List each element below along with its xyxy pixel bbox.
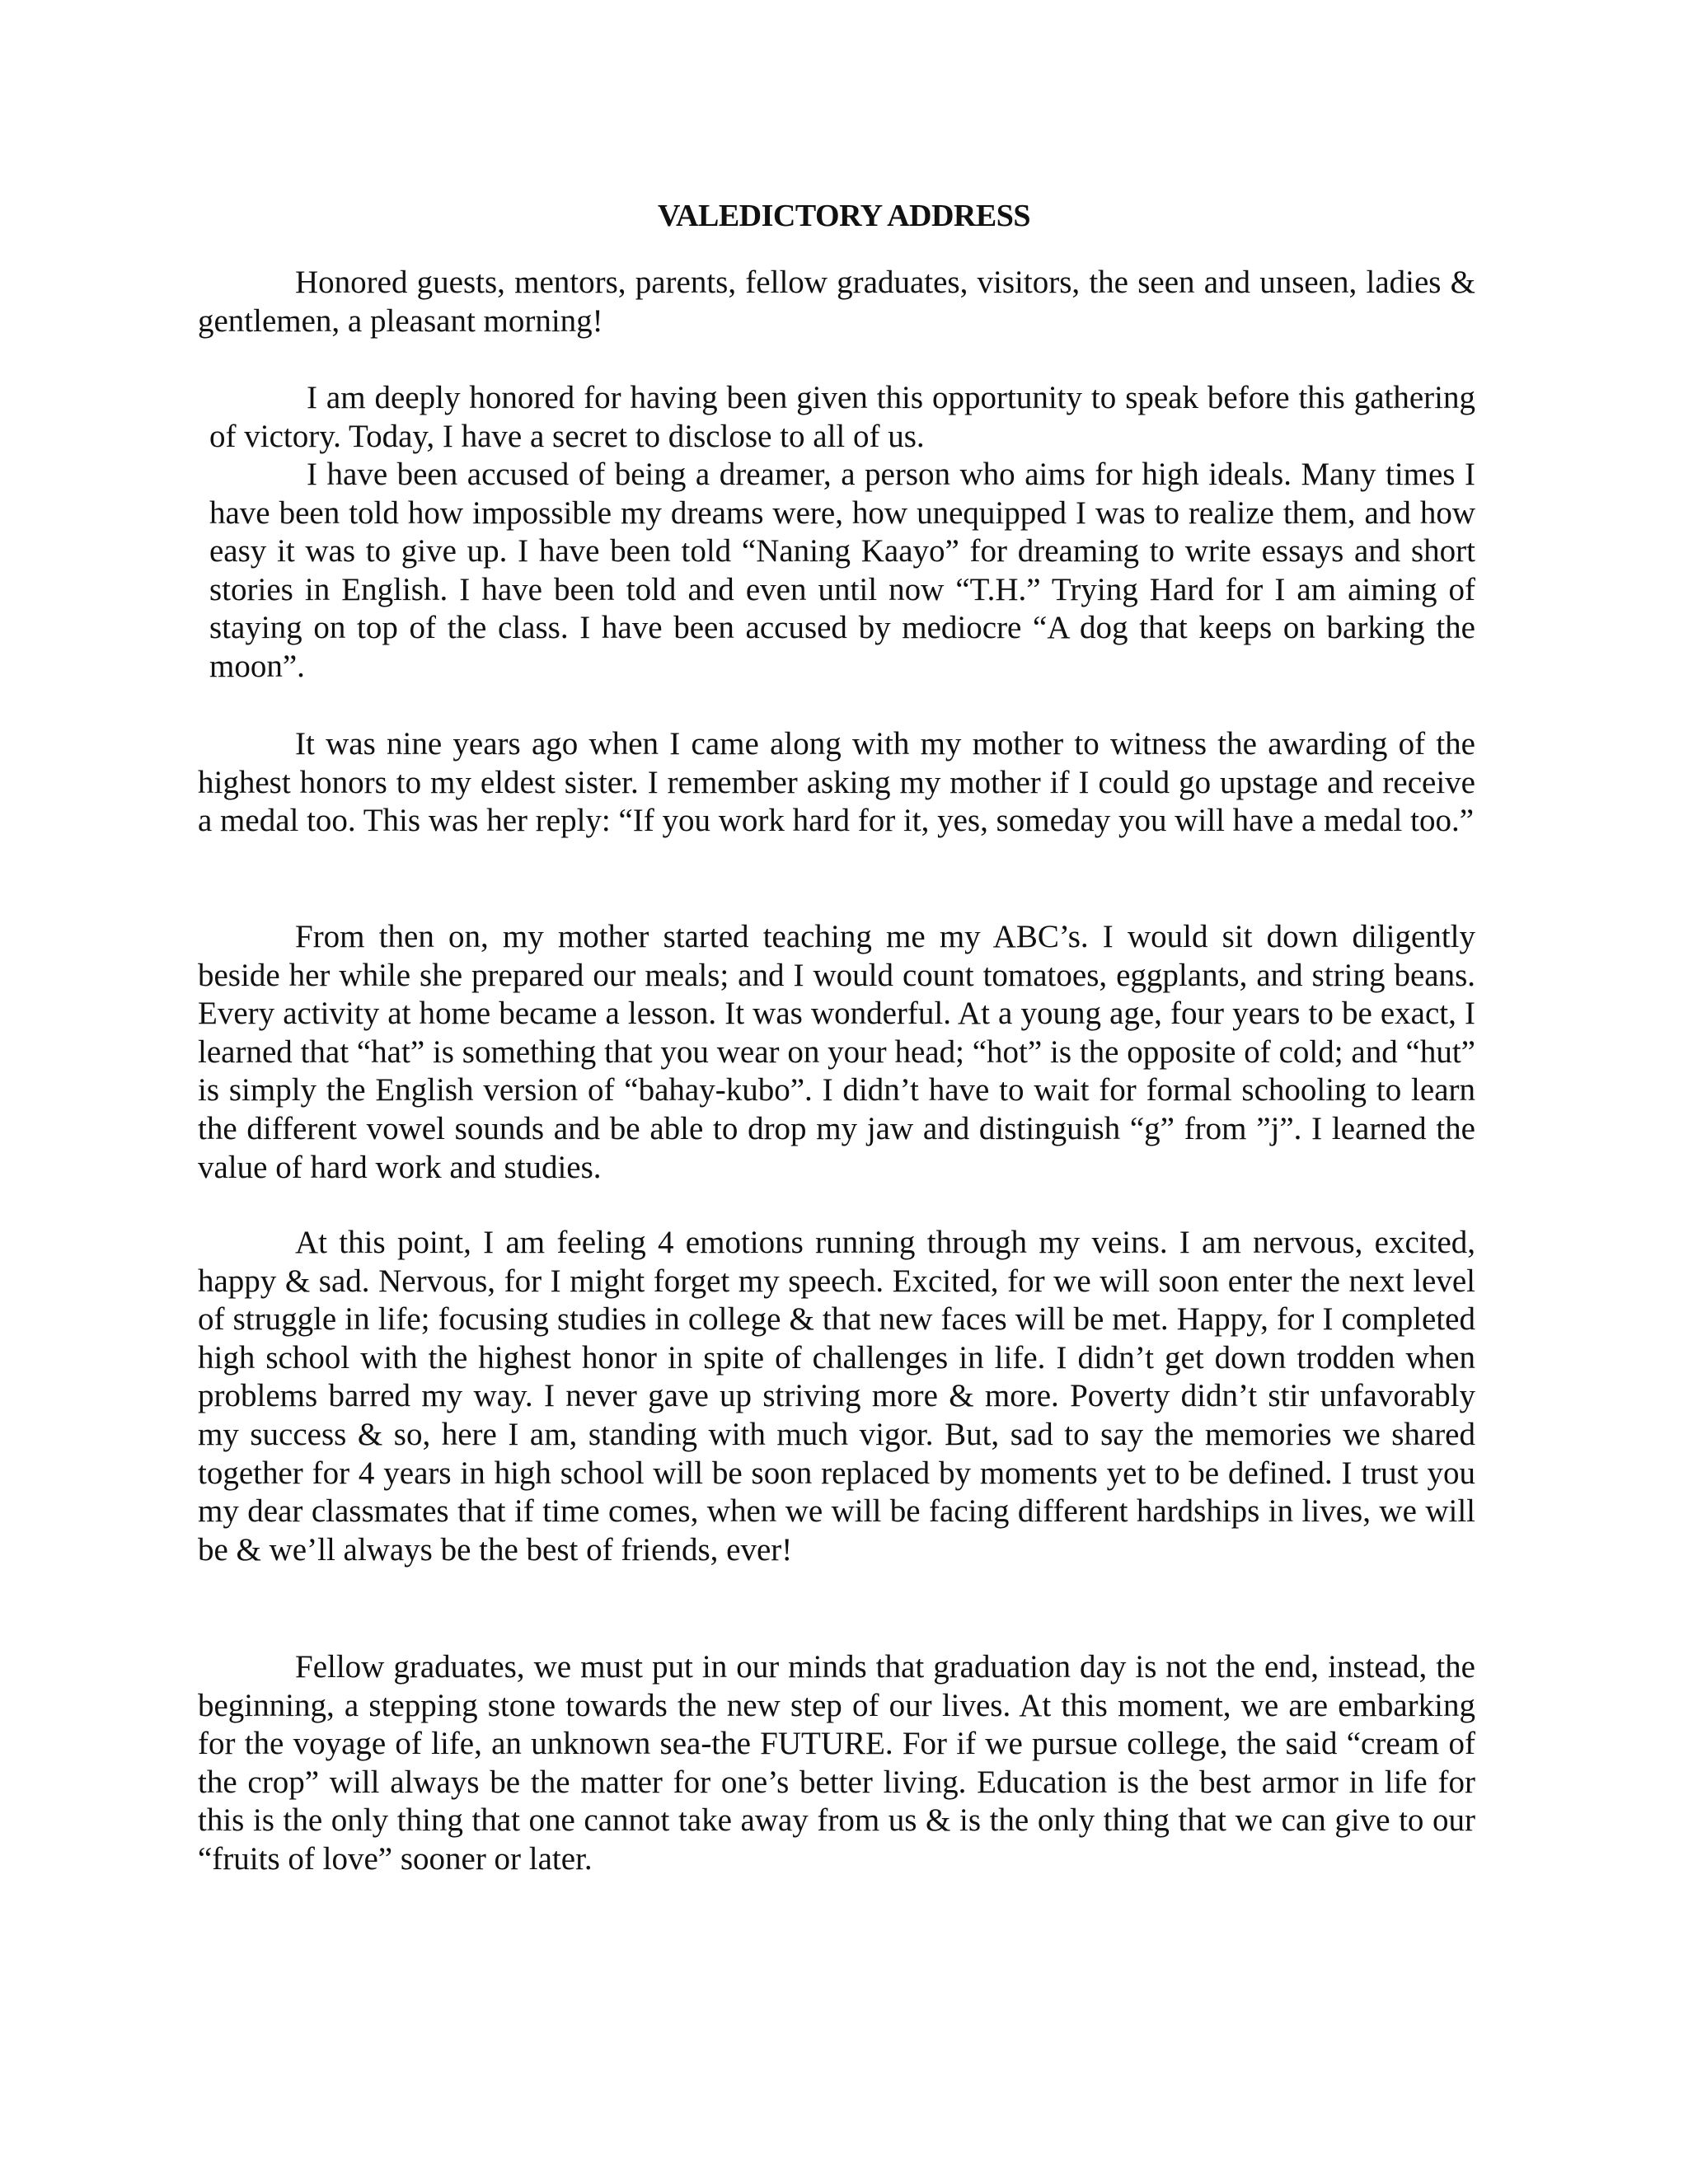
paragraph-dreamer: I have been accused of being a dreamer, a person who aims for high ideals. Many times I have been told how impossible my dreams were, how unequipped I was to realize them, and how easy it was to give up. I have been told “Naning Kaayo” for dreaming to write essays and short stories in English. I have been told and even until now “T.H.” Trying Hard for I am aiming of staying on top of the class. I have been accused by mediocre “A dog that keeps on barking the moon”. [209,457,1475,684]
paragraph-emotions: At this point, I am feeling 4 emotions running through my veins. I am nervous, excited, happy & sad. Nervous, for I might forget my speech. Excited, for we will soon enter the next level of struggle in life; focusing studies in college & that new faces will be met. Happy, for I completed high school with the highest honor in spite of challenges in life. I didn’t get down trodden when problems barred my way. I never gave up striving more & more. Poverty didn’t stir unfavorably my success & so, here I am, standing with much vigor. But, sad to say the memories we shared together for 4 years in high school will be soon replaced by moments yet to be defined. I trust you my dear classmates that if time comes, when we will be facing different hardships in lives, we will be & we’ll always be the best of friends, ever! [198,1225,1475,1568]
paragraph-abc: From then on, my mother started teaching me my ABC’s. I would sit down diligently beside her while she prepared our meals; and I would count tomatoes, eggplants, and string beans. Every activity at home became a lesson. It was wonderful. At a young age, four years to be exact, I learned that “hat” is something that you wear on your head; “hot” is the opposite of cold; and “hut” is simply the English version of “bahay-kubo”. I didn’t have to wait for formal schooling to learn the different vowel sounds and be able to drop my jaw and distinguish “g” from ”j”. I learned the value of hard work and studies. [198,919,1475,1185]
paragraph-graduation: Fellow graduates, we must put in our minds that graduation day is not the end, instead, the beginning, a stepping stone towards the new step of our lives. At this moment, we are embarking for the voyage of life, an unknown sea-the FUTURE. For if we pursue college, the said “cream of the crop” will always be the matter for one’s better living. Education is the best armor in life for this is the only thing that one cannot take away from us & is the only thing that we can give to our “fruits of love” sooner or later. [198,1649,1475,1877]
paragraph-nine-years-ago: It was nine years ago when I came along with my mother to witness the awarding of the highest honors to my eldest sister. I remember asking my mother if I could go upstage and receive a medal too. This was her reply: “If you work hard for it, yes, someday you will have a medal too.” [198,726,1475,839]
paragraph-honored: I am deeply honored for having been given this opportunity to speak before this gathering of victory. Today, I have a secret to disclose to all of us. [209,380,1475,454]
document-title: VALEDICTORY ADDRESS [658,199,1030,233]
paragraph-greeting: Honored guests, mentors, parents, fellow graduates, visitors, the seen and unseen, ladies & gentlemen, a pleasant morning! [198,265,1475,339]
